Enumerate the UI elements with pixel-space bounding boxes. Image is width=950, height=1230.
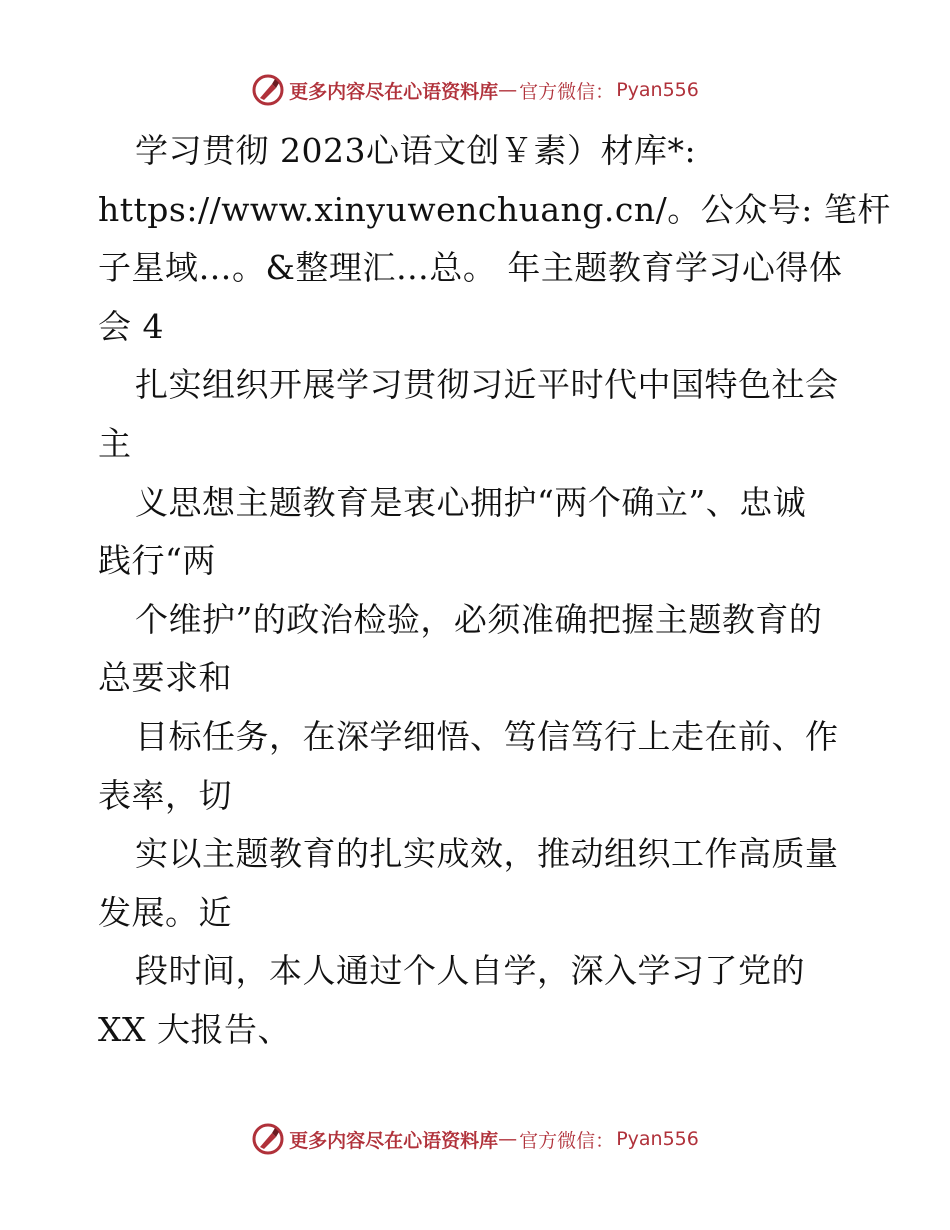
body-text-line: 总要求和 [98, 658, 232, 698]
body-text-line: 段时间，本人通过个人自学，深入学习了党的 [135, 951, 805, 991]
header-watermark [0, 72, 950, 108]
body-text-line: XX 大报告、 [98, 1009, 291, 1049]
body-text-line: 会 4 [98, 306, 164, 346]
watermark-dash: — [498, 1128, 518, 1150]
body-text-line: 践行“两 [98, 541, 216, 581]
watermark-lead-text: 更多内容尽在心语资料库 [289, 80, 499, 103]
body-text-line: 主 [98, 423, 132, 463]
watermark-dash: — [498, 79, 518, 101]
body-text-line: 表率，切 [98, 775, 232, 815]
body-text-line: 子星域…。&整理汇…总。 年主题教育学习心得体 [98, 248, 843, 288]
body-text-line: 学习贯彻 2023心语文创￥素）材库*: [135, 131, 697, 170]
watermark-wechat-label: 官方微信： [519, 1129, 615, 1152]
watermark-wechat-id: Pyan556 [616, 1128, 699, 1150]
body-text-line: 个维护”的政治检验，必须准确把握主题教育的 [135, 599, 823, 639]
pen-logo-icon [251, 1122, 285, 1156]
body-text-line: https://www.xinyuwenchuang.cn/。公众号: 笔杆 [98, 189, 891, 229]
watermark-lead-text: 更多内容尽在心语资料库 [289, 1129, 499, 1152]
body-text-line: 目标任务，在深学细悟、笃信笃行上走在前、作 [135, 716, 839, 756]
body-text-line: 发展。近 [98, 892, 232, 932]
watermark-wechat-label: 官方微信： [519, 80, 615, 103]
document-body [98, 122, 891, 1060]
body-text-line: 义思想主题教育是衷心拥护“两个确立”、忠诚 [135, 482, 807, 522]
footer-watermark [0, 1121, 950, 1157]
watermark-wechat-id: Pyan556 [616, 79, 699, 101]
body-text-line: 实以主题教育的扎实成效，推动组织工作高质量 [135, 834, 839, 874]
pen-logo-icon [251, 73, 285, 107]
body-text-line: 扎实组织开展学习贯彻习近平时代中国特色社会 [135, 365, 839, 405]
